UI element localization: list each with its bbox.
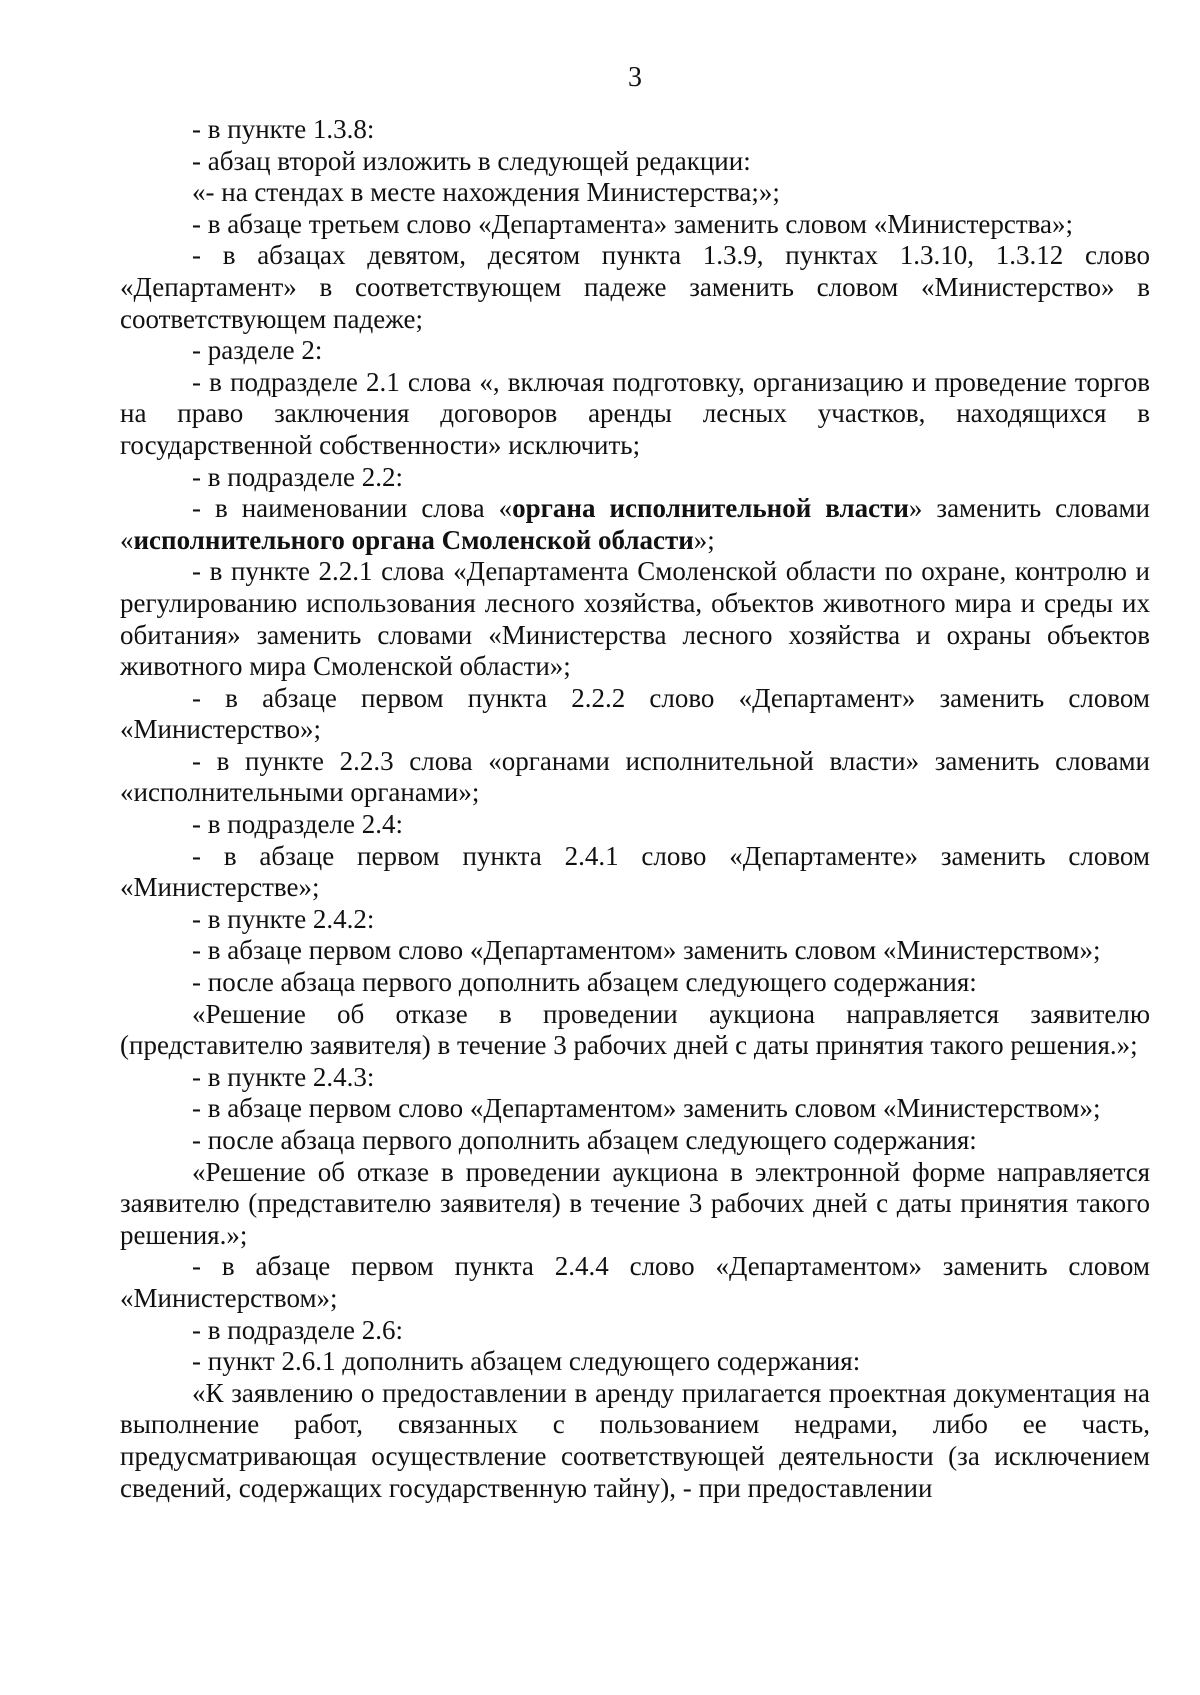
paragraph: - после абзаца первого дополнить абзацем следующего содержания:	[192, 1125, 977, 1155]
paragraph: - после абзаца первого дополнить абзацем следующего содержания:	[192, 967, 977, 998]
paragraph: - в абзацах девятом, десятом пункта 1.3.9, пунктах 1.3.10, 1.3.12 слово «Департамент» в соответствующем падеже заменить словом «Министерство» в соответствующем падеже;	[120, 240, 1150, 334]
paragraph: - в пункте 1.3.8:	[192, 114, 375, 144]
paragraph: «К заявлению о предоставлении в аренду прилагается проектная документация на выполнение работ, связанных с пользованием недрами, либо ее часть, предусматривающая осуществление соответствующей деятельности (за исключением сведений, содержащих государственную тайну), - при предоставлении	[120, 1377, 1150, 1503]
paragraph: - в абзаце первом пункта 2.4.4 слово «Департаментом» заменить словом «Министерством»;	[120, 1251, 1150, 1313]
paragraph: - в абзаце первом слово «Департаментом» заменить словом «Министерством»;	[192, 935, 1101, 966]
paragraph: - пункт 2.6.1 дополнить абзацем следующего содержания:	[192, 1346, 861, 1377]
paragraph: «- на стендах в месте нахождения Министерства;»;	[192, 177, 780, 208]
paragraph: - в абзаце третьем слово «Департамента» заменить словом «Министерства»;	[192, 208, 1074, 239]
paragraph: - в подразделе 2.1 слова «, включая подготовку, организацию и проведение торгов на право заключения договоров аренды лесных участков, находящихся в государственной собственности» исключить;	[120, 366, 1150, 460]
paragraph: - в абзаце первом слово «Департаментом» заменить словом «Министерством»;	[192, 1093, 1101, 1124]
bold-phrase: исполнительного органа Смоленской области	[133, 524, 694, 555]
paragraph: - абзац второй изложить в следующей редакции:	[192, 145, 751, 176]
paragraph-with-bold	[120, 493, 1150, 556]
paragraph: «Решение об отказе в проведении аукциона направляется заявителю (представителю заявителя) в течение 3 рабочих дней с даты принятия такого решения.»;	[120, 998, 1150, 1061]
paragraph-text: - в наименовании слова «	[192, 493, 513, 524]
paragraph: - в пункте 2.4.2:	[192, 903, 375, 934]
paragraph: - в пункте 2.4.3:	[192, 1061, 375, 1092]
bold-phrase: органа исполнительной власти	[512, 493, 909, 524]
paragraph: - в абзаце первом пункта 2.2.2 слово «Департамент» заменить словом «Министерство»;	[120, 682, 1150, 745]
paragraph: - в подразделе 2.2:	[192, 461, 403, 492]
page-number: 3	[628, 62, 642, 93]
document-body	[120, 114, 1150, 1504]
paragraph: - в абзаце первом пункта 2.4.1 слово «Департаменте» заменить словом «Министерстве»;	[120, 840, 1150, 903]
paragraph: - в пункте 2.2.3 слова «органами исполнительной власти» заменить словами «исполнительными органами»;	[120, 745, 1150, 808]
paragraph: «Решение об отказе в проведении аукциона в электронной форме направляется заявителю (представителю заявителя) в течение 3 рабочих дней с даты принятия такого решения.»;	[120, 1156, 1150, 1250]
paragraph-text: » заменить словами «	[120, 493, 1150, 555]
paragraph: - в подразделе 2.4:	[192, 809, 403, 840]
paragraph-text: »;	[693, 524, 715, 555]
paragraph: - в подразделе 2.6:	[192, 1314, 403, 1345]
paragraph: - в пункте 2.2.1 слова «Департамента Смоленской области по охране, контролю и регулированию использования лесного хозяйства, объектов животного мира и среды их обитания» заменить словами «Министерства лесного хозяйства и охраны объектов животного мира Смоленской области»;	[120, 556, 1150, 682]
paragraph: - разделе 2:	[192, 335, 323, 366]
